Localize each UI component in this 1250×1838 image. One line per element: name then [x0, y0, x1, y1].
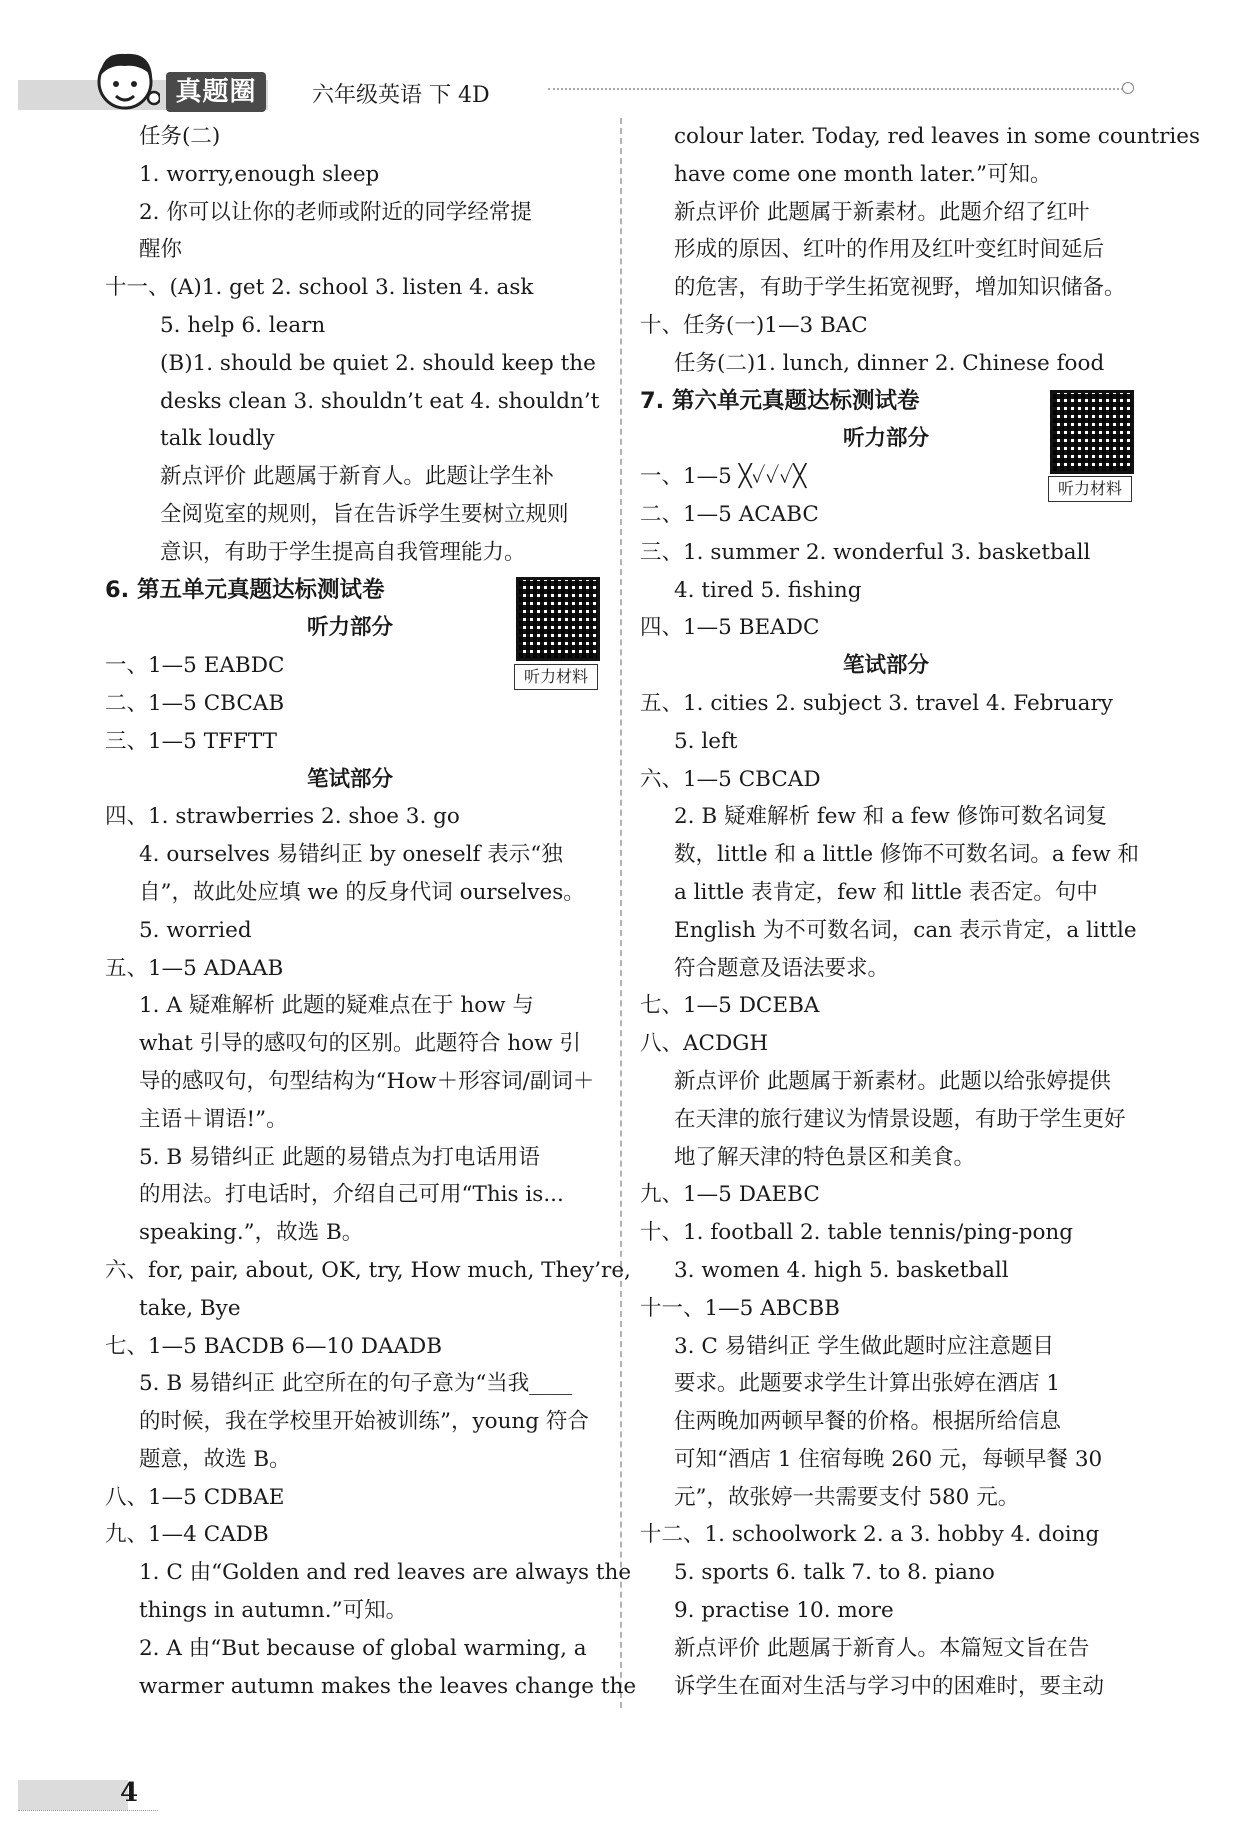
text-line: things in autumn.”可知。: [139, 1598, 408, 1624]
text-line: 全阅览室的规则，旨在告诉学生要树立规则: [160, 501, 569, 527]
text-line: 2. 你可以让你的老师或附近的同学经常提: [139, 199, 532, 225]
text-line: 六、for, pair, about, OK, try, How much, They’re,: [105, 1257, 631, 1283]
text-line: 5. worried: [139, 917, 252, 943]
text-line: 九、1—4 CADB: [105, 1522, 269, 1548]
text-line: what 引导的感叹句的区别。此题符合 how 引: [139, 1031, 581, 1057]
text-line: 数，little 和 a little 修饰不可数名词。a few 和: [674, 842, 1139, 868]
text-line: 十、任务(一)1—3 BAC: [640, 312, 868, 338]
left-column: [105, 118, 637, 1705]
right-column: [640, 118, 1201, 1705]
text-line: 一、1—5 ╳✓✓✓╳: [640, 464, 807, 490]
text-line: (B)1. should be quiet 2. should keep the: [160, 350, 596, 376]
text-line: 四、1—5 BEADC: [640, 615, 820, 641]
text-line: 十一、(A)1. get 2. school 3. listen 4. ask: [105, 275, 534, 301]
text-line: 1. A 疑难解析 此题的疑难点在于 how 与: [139, 993, 534, 1019]
text-line: 2. A 由“But because of global warming, a: [139, 1635, 587, 1661]
text-line: 八、1—5 CDBAE: [105, 1484, 285, 1510]
text-line: 2. B 疑难解析 few 和 a few 修饰可数名词复: [674, 804, 1108, 830]
footer-band: [18, 1780, 128, 1810]
footer-divider: [18, 1810, 158, 1811]
text-line: 主语＋谓语!”。: [139, 1106, 288, 1132]
text-line: 六、1—5 CBCAD: [640, 766, 821, 792]
qr-label[interactable]: 听力材料: [514, 664, 598, 690]
page-number: 4: [120, 1778, 139, 1808]
header-divider: [548, 88, 1123, 90]
text-line: talk loudly: [160, 426, 275, 452]
text-line: 诉学生在面对生活与学习中的困难时，要主动: [674, 1673, 1105, 1699]
text-line: 醒你: [139, 237, 183, 263]
text-line: 的用法。打电话时，介绍自己可用“This is...: [139, 1182, 564, 1208]
text-line: 4. ourselves 易错纠正 by oneself 表示“独: [139, 842, 563, 868]
text-line: 七、1—5 DCEBA: [640, 993, 820, 1019]
column-separator: [620, 118, 622, 1708]
subsection-title: 笔试部分: [842, 653, 929, 679]
text-line: 十、1. football 2. table tennis/ping-pong: [640, 1220, 1074, 1246]
text-line: 八、ACDGH: [640, 1031, 769, 1057]
text-line: 的时候，我在学校里开始被训练”，young 符合: [139, 1409, 589, 1435]
text-line: 5. B 易错纠正 此题的易错点为打电话用语: [139, 1144, 540, 1170]
brand-logo: 真题圈: [166, 72, 266, 112]
text-line: 十二、1. schoolwork 2. a 3. hobby 4. doing: [640, 1522, 1100, 1548]
text-line: 二、1—5 CBCAB: [105, 690, 285, 716]
subsection-title: 笔试部分: [306, 766, 393, 792]
text-line: 三、1—5 TFFTT: [105, 728, 277, 754]
text-line: 十一、1—5 ABCBB: [640, 1295, 840, 1321]
text-line: 四、1. strawberries 2. shoe 3. go: [105, 804, 460, 830]
text-line: 5. help 6. learn: [160, 312, 326, 338]
subsection-title: 听力部分: [842, 426, 929, 452]
text-line: 导的感叹句，句型结构为“How＋形容词/副词＋: [139, 1068, 595, 1094]
text-line: 5. B 易错纠正 此空所在的句子意为“当我____: [139, 1371, 573, 1397]
mascot-icon: [90, 46, 160, 118]
text-line: 5. sports 6. talk 7. to 8. piano: [674, 1560, 995, 1586]
qr-label[interactable]: 听力材料: [1048, 476, 1132, 502]
text-line: 要求。此题要求学生计算出张婷在酒店 1: [674, 1371, 1061, 1397]
text-line: 1. C 由“Golden and red leaves are always the: [139, 1560, 632, 1586]
text-line: 五、1—5 ADAAB: [105, 955, 284, 981]
book-title: 六年级英语 下 4D: [312, 83, 490, 108]
text-line: have come one month later.”可知。: [674, 161, 1052, 187]
text-line: 可知“酒店 1 住宿每晚 260 元，每顿早餐 30: [674, 1446, 1103, 1472]
text-line: a little 表肯定，few 和 little 表否定。句中: [674, 879, 1098, 905]
text-line: English 为不可数名词，can 表示肯定，a little: [674, 917, 1137, 943]
text-line: 新点评价 此题属于新育人。本篇短文旨在告: [674, 1635, 1090, 1661]
text-line: speaking.”，故选 B。: [139, 1220, 364, 1246]
section-title: 6. 第五单元真题达标测试卷: [105, 576, 385, 603]
text-line: 5. left: [674, 728, 738, 754]
text-line: 住两晚加两顿早餐的价格。根据所给信息: [674, 1409, 1062, 1435]
text-line: 新点评价 此题属于新素材。此题介绍了红叶: [674, 199, 1090, 225]
text-line: 地了解天津的特色景区和美食。: [674, 1144, 976, 1170]
text-line: 任务(二)1. lunch, dinner 2. Chinese food: [674, 350, 1105, 376]
section-title: 7. 第六单元真题达标测试卷: [640, 387, 920, 414]
text-line: 九、1—5 DAEBC: [640, 1182, 820, 1208]
text-line: 3. C 易错纠正 学生做此题时应注意题目: [674, 1333, 1054, 1359]
text-line: 自”，故此处应填 we 的反身代词 ourselves。: [139, 879, 585, 905]
text-line: 三、1. summer 2. wonderful 3. basketball: [640, 539, 1091, 565]
qr-code[interactable]: [1050, 390, 1134, 474]
text-line: 1. worry,enough sleep: [139, 161, 380, 187]
text-line: 形成的原因、红叶的作用及红叶变红时间延后: [674, 237, 1105, 263]
text-line: 新点评价 此题属于新育人。此题让学生补: [160, 464, 554, 490]
text-line: colour later. Today, red leaves in some countries: [674, 124, 1201, 149]
text-line: 3. women 4. high 5. basketball: [674, 1257, 1009, 1283]
text-line: 五、1. cities 2. subject 3. travel 4. February: [640, 690, 1113, 716]
text-line: 二、1—5 ACABC: [640, 501, 819, 527]
text-line: warmer autumn makes the leaves change the: [139, 1673, 637, 1699]
text-line: 9. practise 10. more: [674, 1598, 894, 1624]
text-line: 题意，故选 B。: [139, 1446, 291, 1472]
text-line: 4. tired 5. fishing: [674, 577, 862, 603]
text-line: desks clean 3. shouldn’t eat 4. shouldn’t: [160, 388, 600, 414]
text-line: 一、1—5 EABDC: [105, 653, 285, 679]
text-line: 在天津的旅行建议为情景设题，有助于学生更好: [674, 1106, 1126, 1132]
header-dot-icon: [1122, 82, 1134, 94]
text-line: 七、1—5 BACDB 6—10 DAADB: [105, 1333, 443, 1359]
text-line: 元”，故张婷一共需要支付 580 元。: [674, 1484, 1020, 1510]
text-line: 的危害，有助于学生拓宽视野，增加知识储备。: [674, 275, 1126, 301]
text-line: 新点评价 此题属于新素材。此题以给张婷提供: [674, 1068, 1111, 1094]
text-line: 任务(二): [139, 124, 221, 149]
subsection-title: 听力部分: [306, 615, 393, 641]
text-line: take, Bye: [139, 1295, 241, 1321]
text-line: 意识，有助于学生提高自我管理能力。: [160, 539, 526, 565]
text-line: 符合题意及语法要求。: [674, 955, 890, 981]
qr-code[interactable]: [516, 577, 600, 661]
